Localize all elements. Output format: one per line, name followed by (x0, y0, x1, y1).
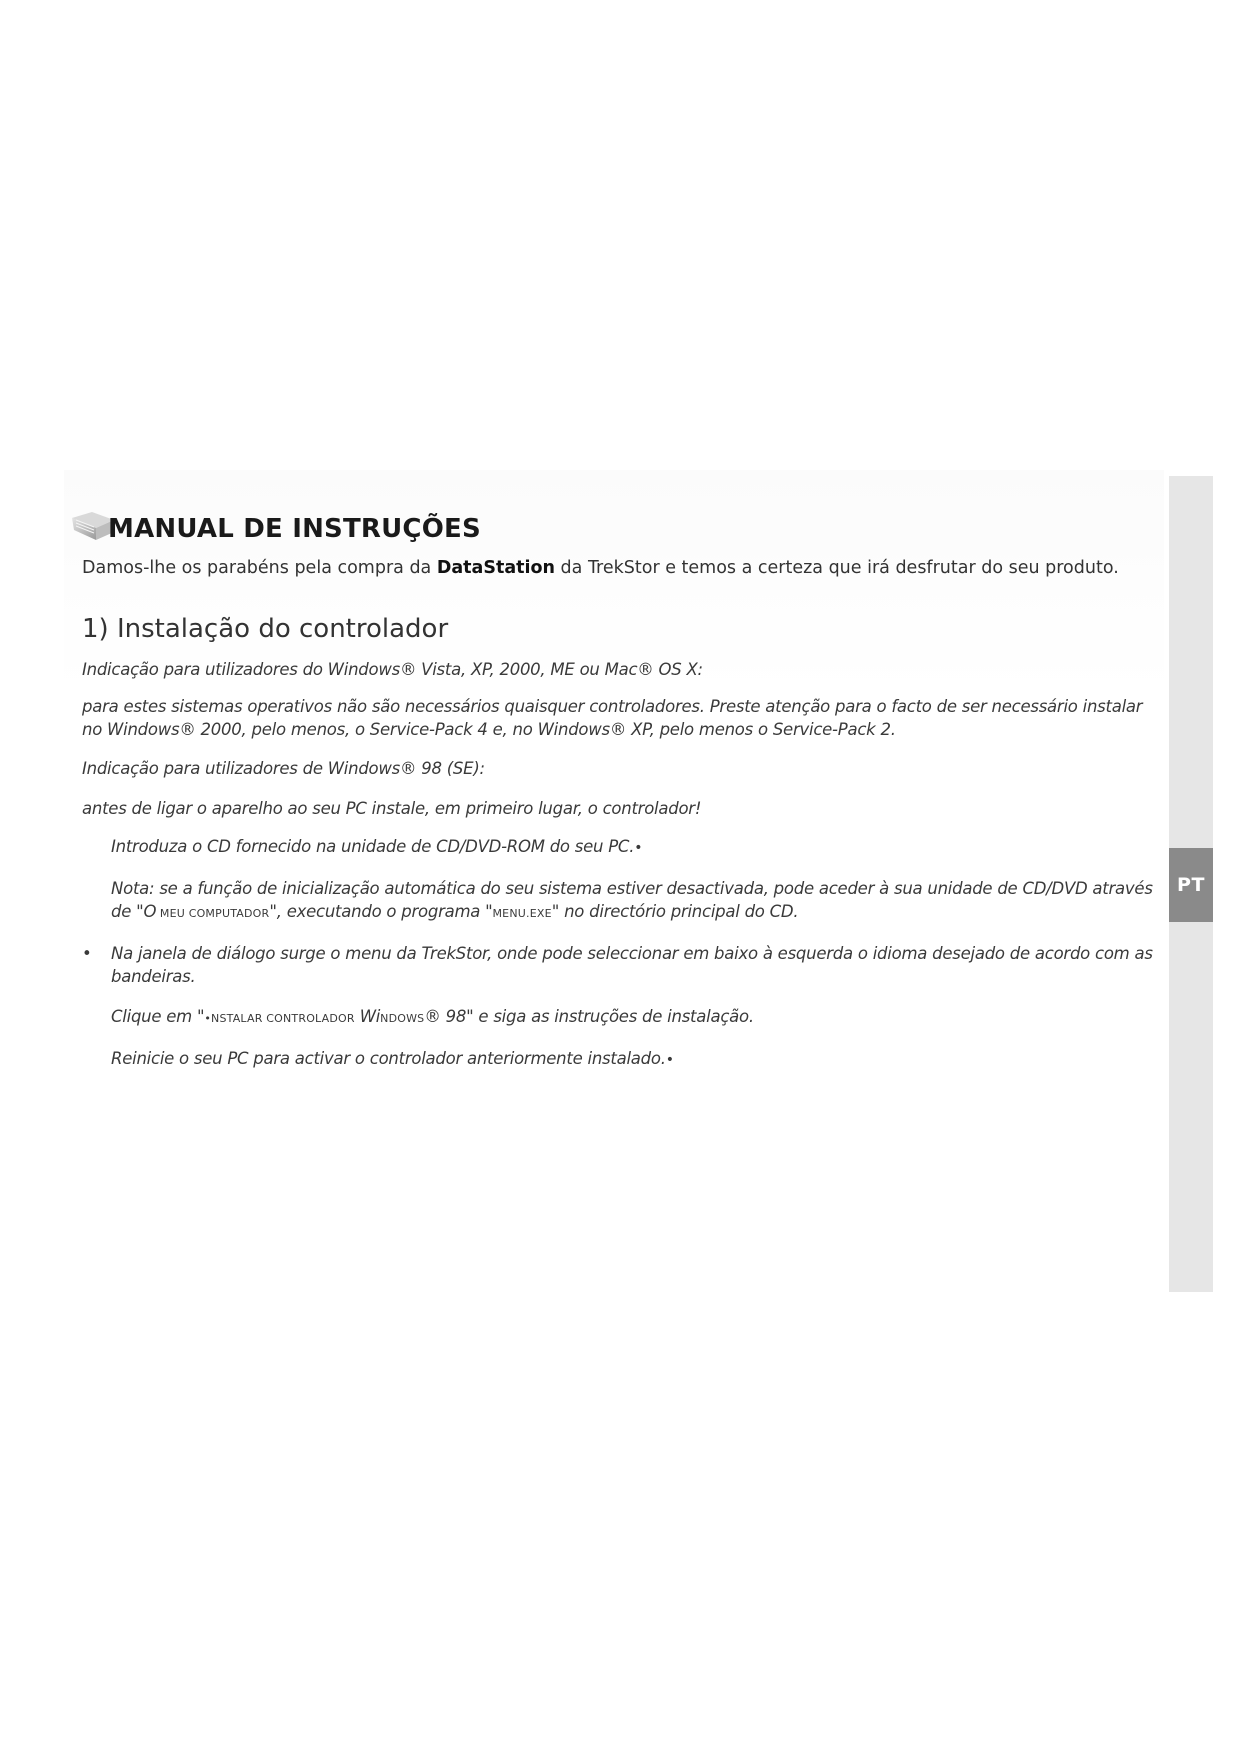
install-text-a: Clique em " (111, 1007, 205, 1026)
step-select-language (82, 942, 1157, 988)
install-driver-label: •NSTALAR CONTROLADOR (204, 1012, 355, 1025)
install-text-b: Wi (354, 1007, 381, 1026)
intro-text-end: da TrekStor e temos a certeza que irá desfrutar do seu produto. (554, 558, 1119, 578)
section-heading: 1) Instalação do controlador (82, 614, 449, 644)
step-restart-pc-text: Reinicie o seu PC para activar o controlador anteriormente instalado. (111, 1049, 666, 1068)
step-restart-pc (82, 1047, 1157, 1072)
bullet-mark: • (634, 840, 643, 856)
windows-label: NDOWS (380, 1012, 425, 1025)
product-name: DataStation (436, 558, 555, 578)
install-text-c: ® 98" e siga as instruções de instalação. (424, 1007, 754, 1026)
list-bullet: • (82, 944, 92, 963)
autorun-note-text-a: Nota: se a função de inicialização automática do seu sistema estiver desactivada, pode aceder à sua unidade de CD/DVD através de "O (111, 879, 1153, 921)
language-tab-label: PT (1177, 874, 1205, 896)
note-heading-modern-os: Indicação para utilizadores do Windows® Vista, XP, 2000, ME ou Mac® OS X: (82, 660, 703, 679)
step-insert-cd (82, 835, 1157, 860)
step-select-language-text: Na janela de diálogo surge o menu da TrekStor, onde pode seleccionar em baixo à esquerda o idioma desejado de acordo com as bandeiras. (111, 944, 1153, 986)
note-heading-win98: Indicação para utilizadores de Windows® 98 (SE): (82, 759, 485, 778)
my-computer-label: MEU COMPUTADOR (156, 907, 270, 920)
autorun-note-text-b: ", executando o programa " (269, 902, 493, 921)
manual-page (82, 508, 1157, 1072)
step-install-driver (82, 1005, 1157, 1030)
intro-paragraph (82, 558, 1157, 578)
note-body-win98: antes de ligar o aparelho ao seu PC instale, em primeiro lugar, o controlador! (82, 799, 702, 818)
bullet-mark: • (665, 1052, 674, 1068)
menu-exe-label: MENU.EXE (492, 907, 552, 920)
note-body-modern-os: para estes sistemas operativos não são necessários quaisquer controladores. Preste atenção para o facto de ser necessário instalar no Windows® 2000, pelo menos, o Service-Pack 4 e, no Windows® XP, pelo menos o Service-Pack 2. (82, 697, 1143, 739)
page-title: MANUAL DE INSTRUÇÕES (108, 514, 481, 544)
step-autorun-note (82, 877, 1157, 925)
language-tab[interactable] (1169, 848, 1213, 922)
title-row (82, 508, 1157, 556)
intro-text-start: Damos-lhe os parabéns pela compra da (82, 558, 437, 578)
step-insert-cd-text: Introduza o CD fornecido na unidade de CD/DVD-ROM do seu PC. (111, 837, 635, 856)
autorun-note-text-c: " no directório principal do CD. (551, 902, 799, 921)
